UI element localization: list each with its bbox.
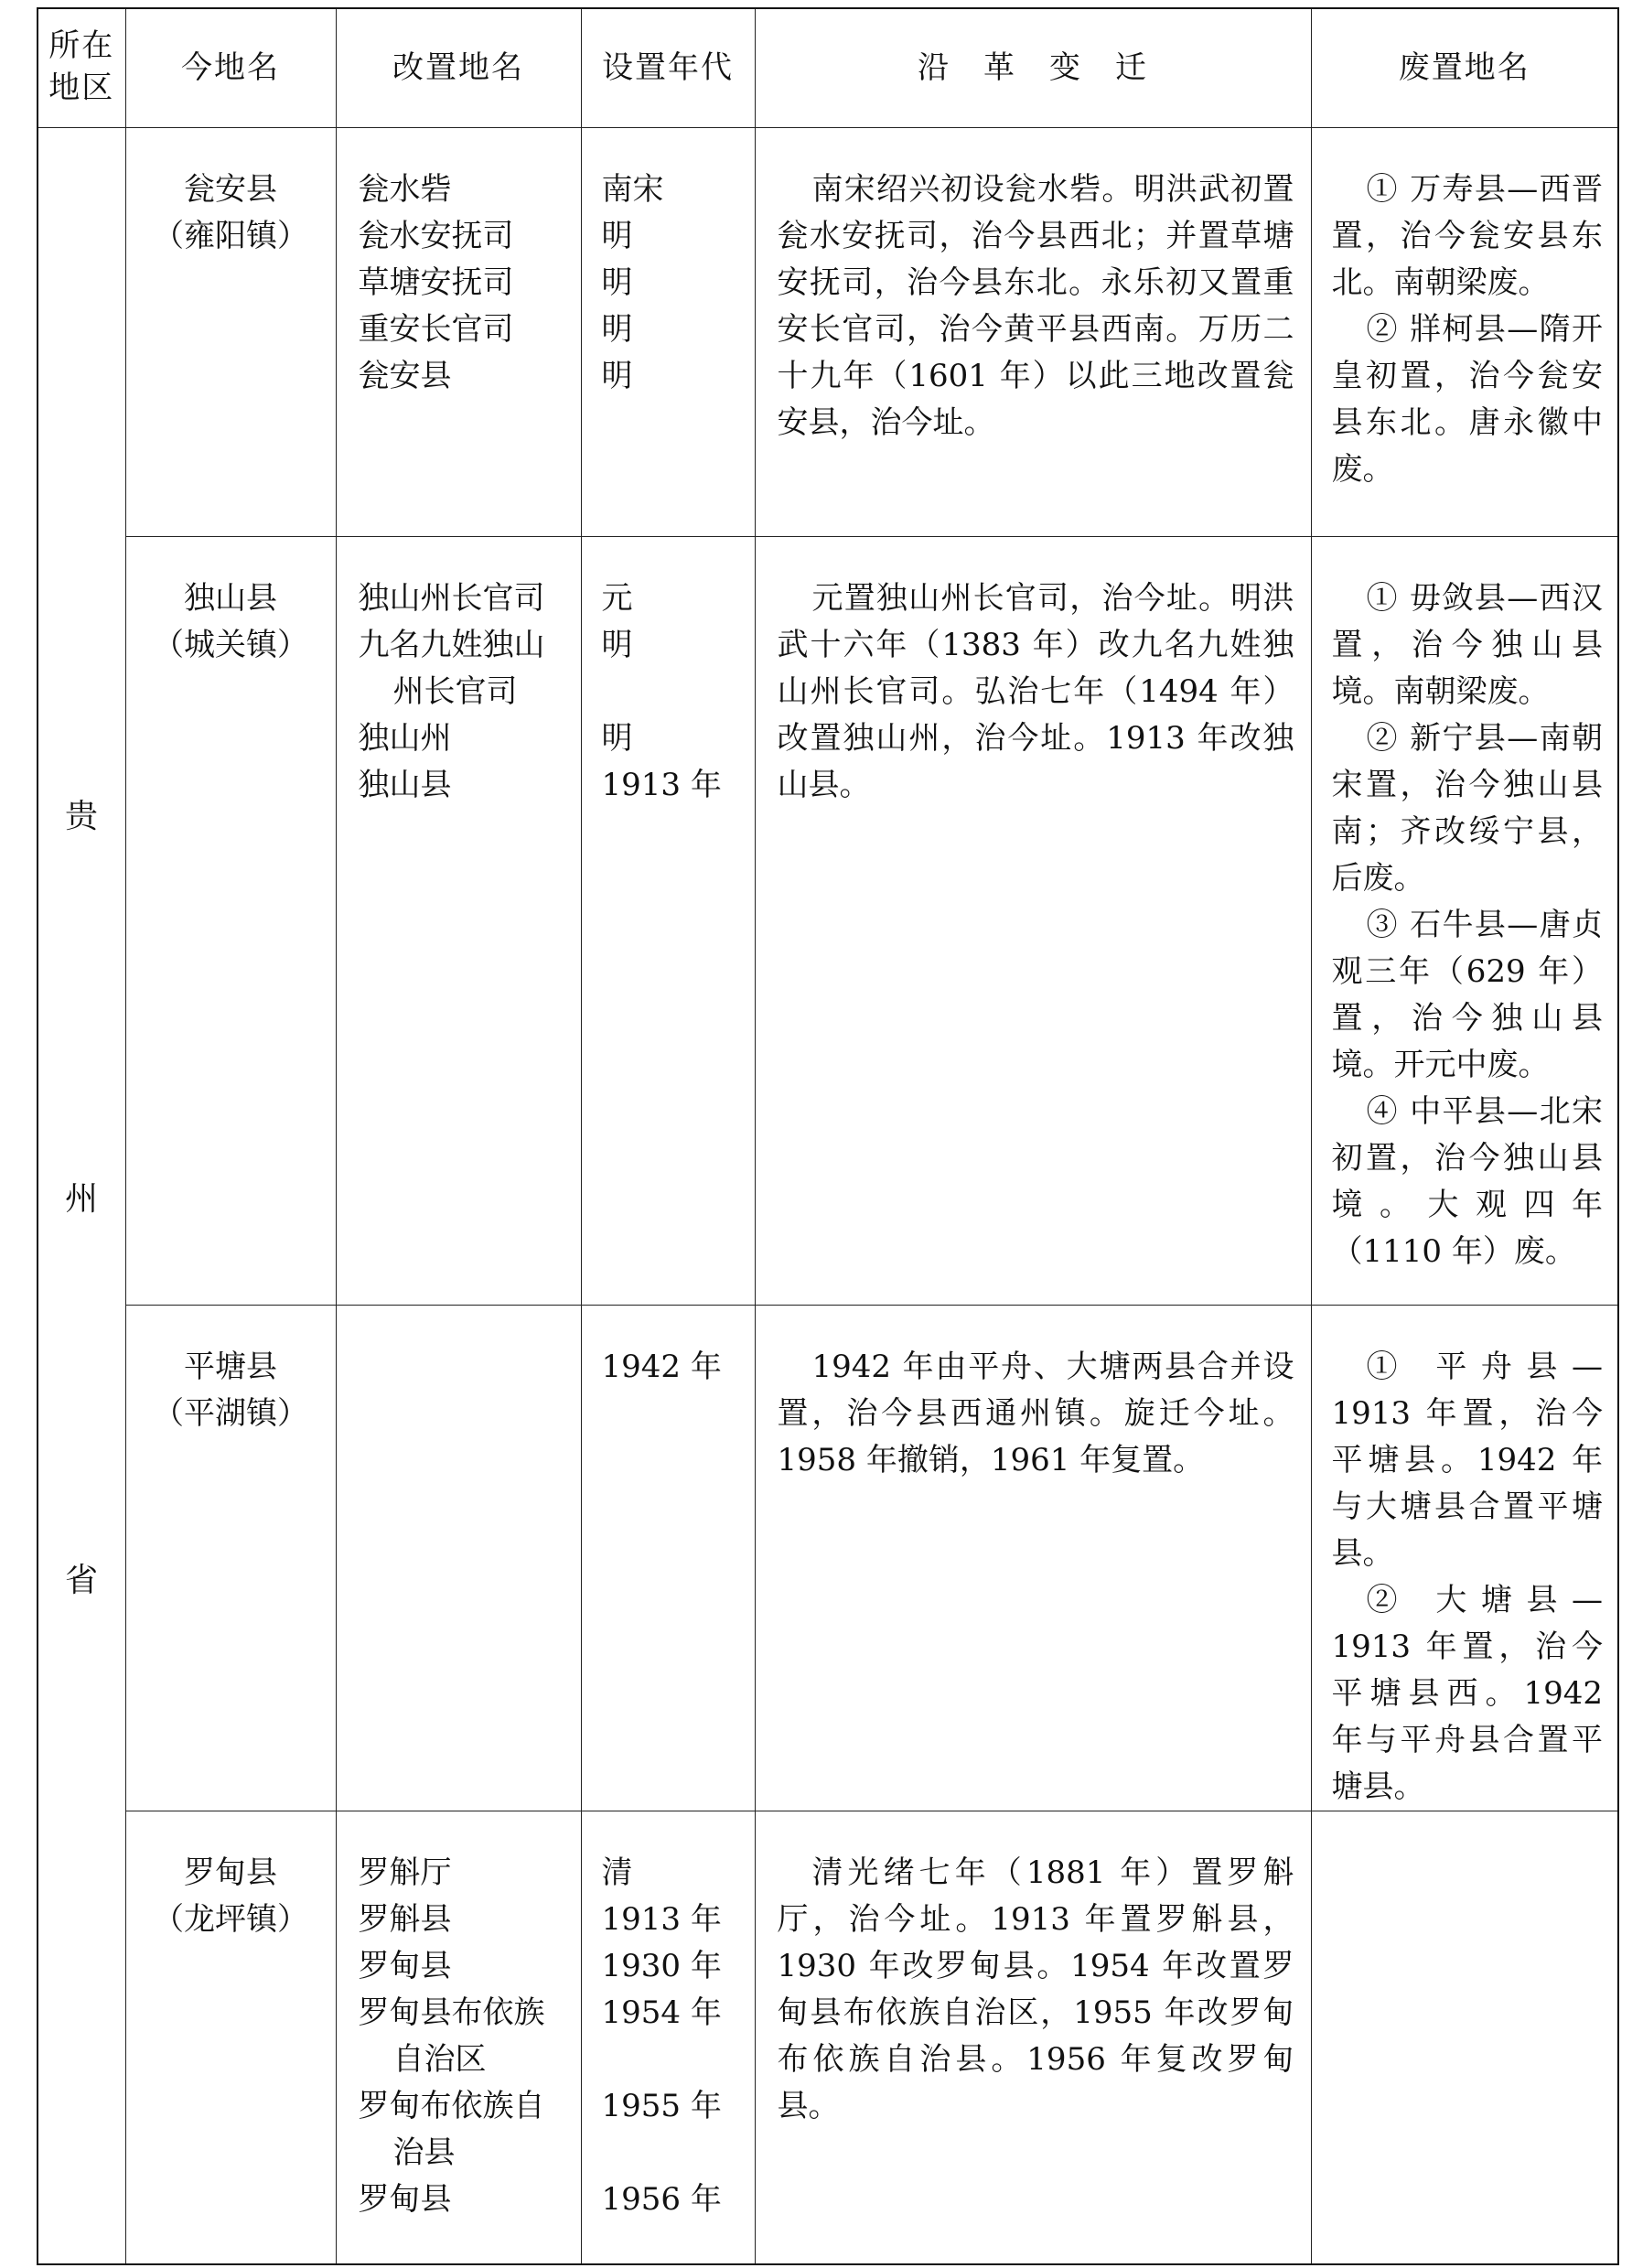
- renamed-place: 罗甸县: [358, 1947, 452, 1984]
- county-name: 罗甸县: [184, 1854, 277, 1891]
- history-text: 清光绪七年（1881 年）置罗斛厅，治今址。1913 年置罗斛县，1930 年改罗甸县。1954 年改置罗甸县布依族自治区，1955 年改罗甸布依族自治县。1956 年复改罗甸县。: [777, 1854, 1294, 2124]
- established-year: 清: [601, 1854, 633, 1891]
- header-history: 沿 革 变 迁: [755, 8, 1311, 127]
- established-year: 1913 年: [601, 1900, 722, 1938]
- abolished-entry: ④ 中平县—北宋初置，治今独山县境。大观四年（1110 年）废。: [1331, 1092, 1603, 1270]
- table-row: [38, 127, 1618, 536]
- abolished-entry: ③ 石牛县—唐贞观三年（629 年）置，治今独山县境。开元中废。: [1331, 906, 1603, 1083]
- table-row: [38, 536, 1618, 1305]
- header-row: [38, 8, 1618, 127]
- abolished-cell: [1311, 1811, 1618, 2264]
- established-year: 1955 年: [601, 2087, 722, 2124]
- renamed-place: 自治区: [392, 2040, 487, 2078]
- renamed-place: 瓮水安抚司: [358, 217, 514, 254]
- header-region: 所在地区: [38, 8, 125, 127]
- renamed-place: 州长官司: [392, 672, 518, 710]
- table-row: [38, 1305, 1618, 1811]
- abolished-entry: ① 万寿县—西晋置，治今瓮安县东北。南朝梁废。: [1331, 170, 1603, 301]
- renamed-place: 罗斛厅: [358, 1854, 452, 1891]
- established-year: 南宋: [601, 170, 664, 208]
- history-text: 元置独山州长官司，治今址。明洪武十六年（1383 年）改九名九姓独山州长官司。弘治七年（1494 年）改置独山州，治今址。1913 年改独山县。: [777, 579, 1294, 803]
- established-year: [602, 669, 755, 715]
- years-cell: [581, 1305, 755, 1811]
- established-year: [602, 2037, 755, 2083]
- current-name-cell: [125, 127, 336, 536]
- county-seat: （龙坪镇）: [153, 1900, 308, 1938]
- places-cell: [336, 1811, 581, 2264]
- renamed-place: 独山县: [358, 766, 452, 803]
- abolished-entry: ① 平舟县—1913 年置，治今平塘县。1942 年与大塘县合置平塘县。: [1331, 1348, 1603, 1572]
- established-year: 明: [601, 626, 633, 663]
- abolished-entry: ② 大塘县—1913 年置，治今平塘县西。1942 年与平舟县合置平塘县。: [1331, 1581, 1603, 1805]
- established-year: 明: [601, 263, 633, 301]
- renamed-place: 罗甸县布依族: [358, 1994, 545, 2031]
- history-cell: [755, 536, 1311, 1305]
- region-char: 省: [64, 1562, 98, 1599]
- history-cell: [755, 127, 1311, 536]
- years-cell: [581, 536, 755, 1305]
- abolished-entry: ② 新宁县—南朝宋置，治今独山县南；齐改绥宁县，后废。: [1331, 719, 1603, 897]
- established-year: 明: [601, 217, 633, 254]
- renamed-place: 瓮水砦: [358, 170, 452, 208]
- places-cell: [336, 127, 581, 536]
- gazetteer-table: [37, 7, 1619, 2265]
- renamed-place: 独山州长官司: [358, 579, 545, 617]
- abolished-entry: ① 毋敛县—西汉置，治今独山县境。南朝梁废。: [1331, 579, 1603, 710]
- established-year: 1930 年: [601, 1947, 722, 1984]
- current-name-cell: [125, 1305, 336, 1811]
- renamed-place: 罗甸县: [358, 2180, 452, 2218]
- region-cell: [38, 127, 125, 2264]
- current-name-cell: [125, 1811, 336, 2264]
- established-year: 元: [601, 579, 633, 617]
- years-cell: [581, 1811, 755, 2264]
- established-year: 明: [601, 719, 633, 757]
- renamed-place: 九名九姓独山: [358, 626, 545, 663]
- history-text: 1942 年由平舟、大塘两县合并设置，治今县西通州镇。旋迁今址。1958 年撤销，1961 年复置。: [777, 1348, 1294, 1478]
- county-seat: （平湖镇）: [153, 1394, 308, 1432]
- county-name: 瓮安县: [184, 170, 277, 208]
- renamed-place: 草塘安抚司: [358, 263, 514, 301]
- established-year: 明: [601, 357, 633, 394]
- established-year: [602, 2130, 755, 2177]
- county-seat: （雍阳镇）: [153, 217, 308, 254]
- header-established-era: 设置年代: [581, 8, 755, 127]
- established-year: 1954 年: [601, 1994, 722, 2031]
- abolished-cell: [1311, 1305, 1618, 1811]
- abolished-cell: [1311, 127, 1618, 536]
- region-char: 贵: [64, 798, 98, 835]
- established-year: 1956 年: [601, 2180, 722, 2218]
- years-cell: [581, 127, 755, 536]
- history-cell: [755, 1305, 1311, 1811]
- history-cell: [755, 1811, 1311, 2264]
- renamed-place: 独山州: [358, 719, 452, 757]
- abolished-entry: ② 牂柯县—隋开皇初置，治今瓮安县东北。唐永徽中废。: [1331, 310, 1603, 488]
- county-name: 平塘县: [184, 1348, 277, 1385]
- county-seat: （城关镇）: [153, 626, 308, 663]
- header-abolished-place: 废置地名: [1311, 8, 1618, 127]
- renamed-place: 瓮安县: [358, 357, 452, 394]
- history-text: 南宋绍兴初设瓮水砦。明洪武初置瓮水安抚司，治今县西北；并置草塘安抚司，治今县东北。永乐初又置重安长官司，治今黄平县西南。万历二十九年（1601 年）以此三地改置瓮安县，治今址。: [777, 170, 1294, 441]
- table-row: [38, 1811, 1618, 2264]
- established-year: 1913 年: [601, 766, 722, 803]
- header-renamed-place: 改置地名: [336, 8, 581, 127]
- renamed-place: 罗斛县: [358, 1900, 452, 1938]
- renamed-place: 治县: [392, 2134, 456, 2171]
- established-year: 1942 年: [601, 1348, 722, 1385]
- renamed-place: 罗甸布依族自: [358, 2087, 545, 2124]
- county-name: 独山县: [184, 579, 277, 617]
- places-cell: [336, 536, 581, 1305]
- abolished-cell: [1311, 536, 1618, 1305]
- current-name-cell: [125, 536, 336, 1305]
- renamed-place: 重安长官司: [358, 310, 514, 348]
- places-cell: [336, 1305, 581, 1811]
- header-current-name: 今地名: [125, 8, 336, 127]
- established-year: 明: [601, 310, 633, 348]
- region-char: 州: [64, 1180, 98, 1218]
